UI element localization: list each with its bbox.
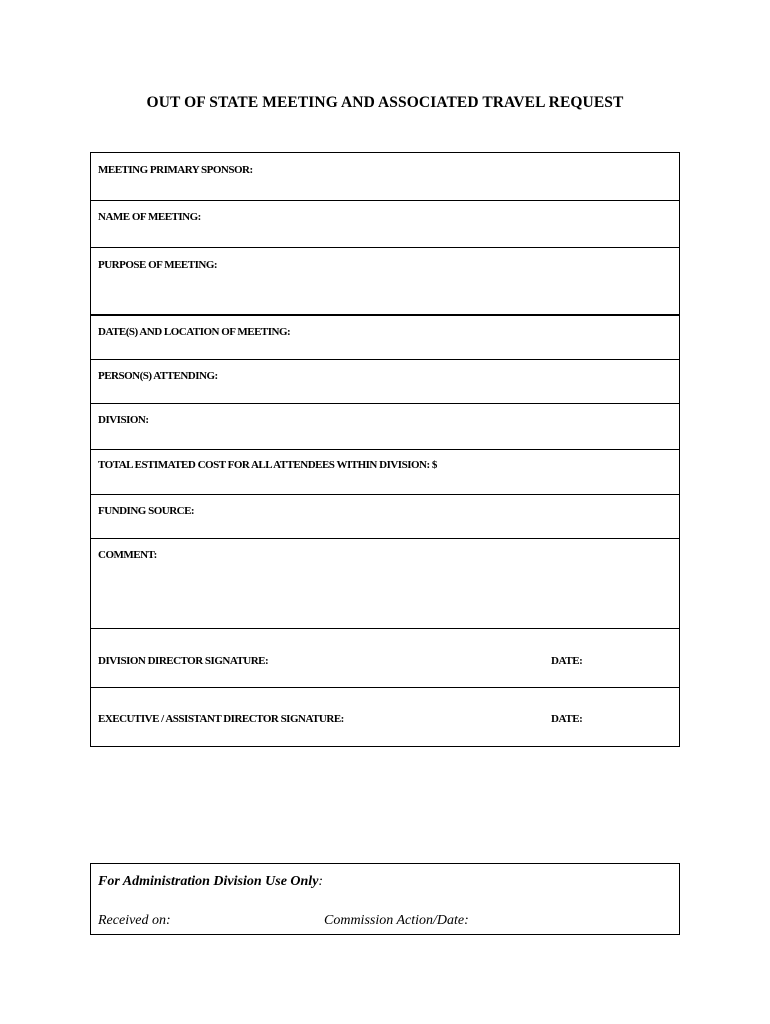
admin-use-box [90, 863, 680, 935]
dates-location-label: DATE(S) AND LOCATION OF MEETING: [98, 326, 291, 338]
executive-signature-row[interactable] [91, 688, 679, 746]
meeting-name-label: NAME OF MEETING: [98, 211, 201, 223]
travel-request-form [90, 152, 680, 747]
division-director-date-label: DATE: [551, 655, 583, 667]
executive-signature-label: EXECUTIVE / ASSISTANT DIRECTOR SIGNATURE: [98, 713, 344, 725]
total-cost-label: TOTAL ESTIMATED COST FOR ALL ATTENDEES WITHIN DIVISION: $ [98, 459, 437, 471]
page-title: OUT OF STATE MEETING AND ASSOCIATED TRAVEL REQUEST [146, 94, 624, 111]
received-on-label: Received on: [98, 913, 171, 928]
purpose-label: PURPOSE OF MEETING: [98, 259, 218, 271]
commission-action-label: Commission Action/Date: [324, 913, 469, 928]
purpose-row[interactable] [91, 248, 679, 316]
meeting-name-row[interactable] [91, 201, 679, 248]
persons-attending-label: PERSON(S) ATTENDING: [98, 370, 218, 382]
division-director-signature-label: DIVISION DIRECTOR SIGNATURE: [98, 655, 269, 667]
admin-heading-colon: : [318, 874, 324, 889]
sponsor-row[interactable] [91, 153, 679, 201]
comment-label: COMMENT: [98, 549, 157, 561]
executive-date-label: DATE: [551, 713, 583, 725]
total-cost-row[interactable] [91, 450, 679, 495]
funding-source-row[interactable] [91, 495, 679, 539]
sponsor-label: MEETING PRIMARY SPONSOR: [98, 164, 253, 176]
funding-source-label: FUNDING SOURCE: [98, 505, 195, 517]
division-label: DIVISION: [98, 414, 149, 426]
dates-location-row[interactable] [91, 316, 679, 360]
admin-heading [98, 874, 323, 890]
admin-heading-text: For Administration Division Use Only [98, 874, 319, 889]
comment-row[interactable] [91, 539, 679, 629]
division-director-signature-row[interactable] [91, 629, 679, 688]
persons-attending-row[interactable] [91, 360, 679, 404]
division-row[interactable] [91, 404, 679, 450]
